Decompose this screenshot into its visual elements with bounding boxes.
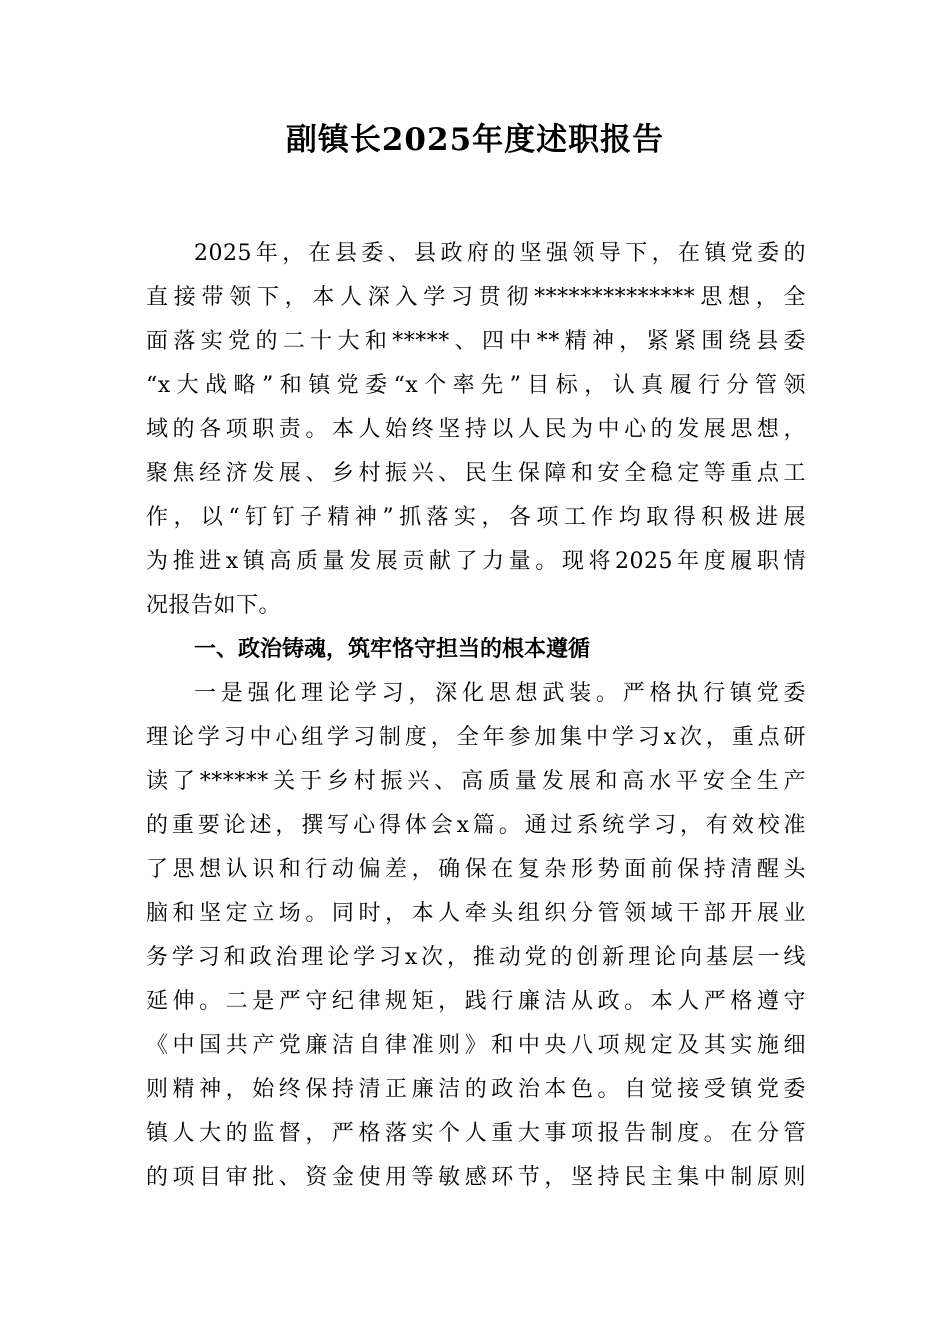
text-line: “x大战略”和镇党委“x个率先”目标，认真履行分管领: [146, 373, 806, 398]
text-line: 脑和坚定立场。同时，本人牵头组织分管领域干部开展业: [146, 901, 806, 926]
document-body: [146, 232, 806, 1200]
text-line: 为推进x镇高质量发展贡献了力量。现将2025年度履职情: [146, 549, 806, 574]
text-line: 务学习和政治理论学习x次，推动党的创新理论向基层一线: [146, 945, 806, 970]
text-line: 域的各项职责。本人始终坚持以人民为中心的发展思想，: [146, 417, 806, 442]
text-line: 镇人大的监督，严格落实个人重大事项报告制度。在分管: [146, 1121, 806, 1146]
text-line: 一是强化理论学习，深化思想武装。严格执行镇党委: [194, 681, 806, 706]
section-heading: 一、政治铸魂，筑牢恪守担当的根本遵循: [194, 637, 591, 662]
text-line: 的项目审批、资金使用等敏感环节，坚持民主集中制原则: [146, 1165, 806, 1190]
text-line: 作，以“钉钉子精神”抓落实，各项工作均取得积极进展: [146, 505, 806, 530]
text-line: 则精神，始终保持清正廉洁的政治本色。自觉接受镇党委: [146, 1077, 806, 1102]
text-line: 2025年，在县委、县政府的坚强领导下，在镇党委的: [194, 241, 806, 266]
text-line: 面落实党的二十大和*****、四中**精神，紧紧围绕县委: [146, 329, 806, 354]
text-line: 读了******关于乡村振兴、高质量发展和高水平安全生产: [146, 769, 806, 794]
intro-paragraph: [146, 232, 806, 628]
text-line: 直接带领下，本人深入学习贯彻**************思想，全: [146, 285, 806, 310]
section1-paragraph: [146, 672, 806, 1200]
text-line: 了思想认识和行动偏差，确保在复杂形势面前保持清醒头: [146, 857, 806, 882]
text-line: 况报告如下。: [146, 593, 282, 618]
document-title: 副镇长2025年度述职报告: [285, 122, 665, 158]
text-line: 的重要论述，撰写心得体会x篇。通过系统学习，有效校准: [146, 813, 806, 838]
text-line: 延伸。二是严守纪律规矩，践行廉洁从政。本人严格遵守: [146, 989, 806, 1014]
text-line: 聚焦经济发展、乡村振兴、民生保障和安全稳定等重点工: [146, 461, 806, 486]
text-line: 《中国共产党廉洁自律准则》和中央八项规定及其实施细: [146, 1033, 806, 1058]
text-line: 理论学习中心组学习制度，全年参加集中学习x次，重点研: [146, 725, 806, 750]
